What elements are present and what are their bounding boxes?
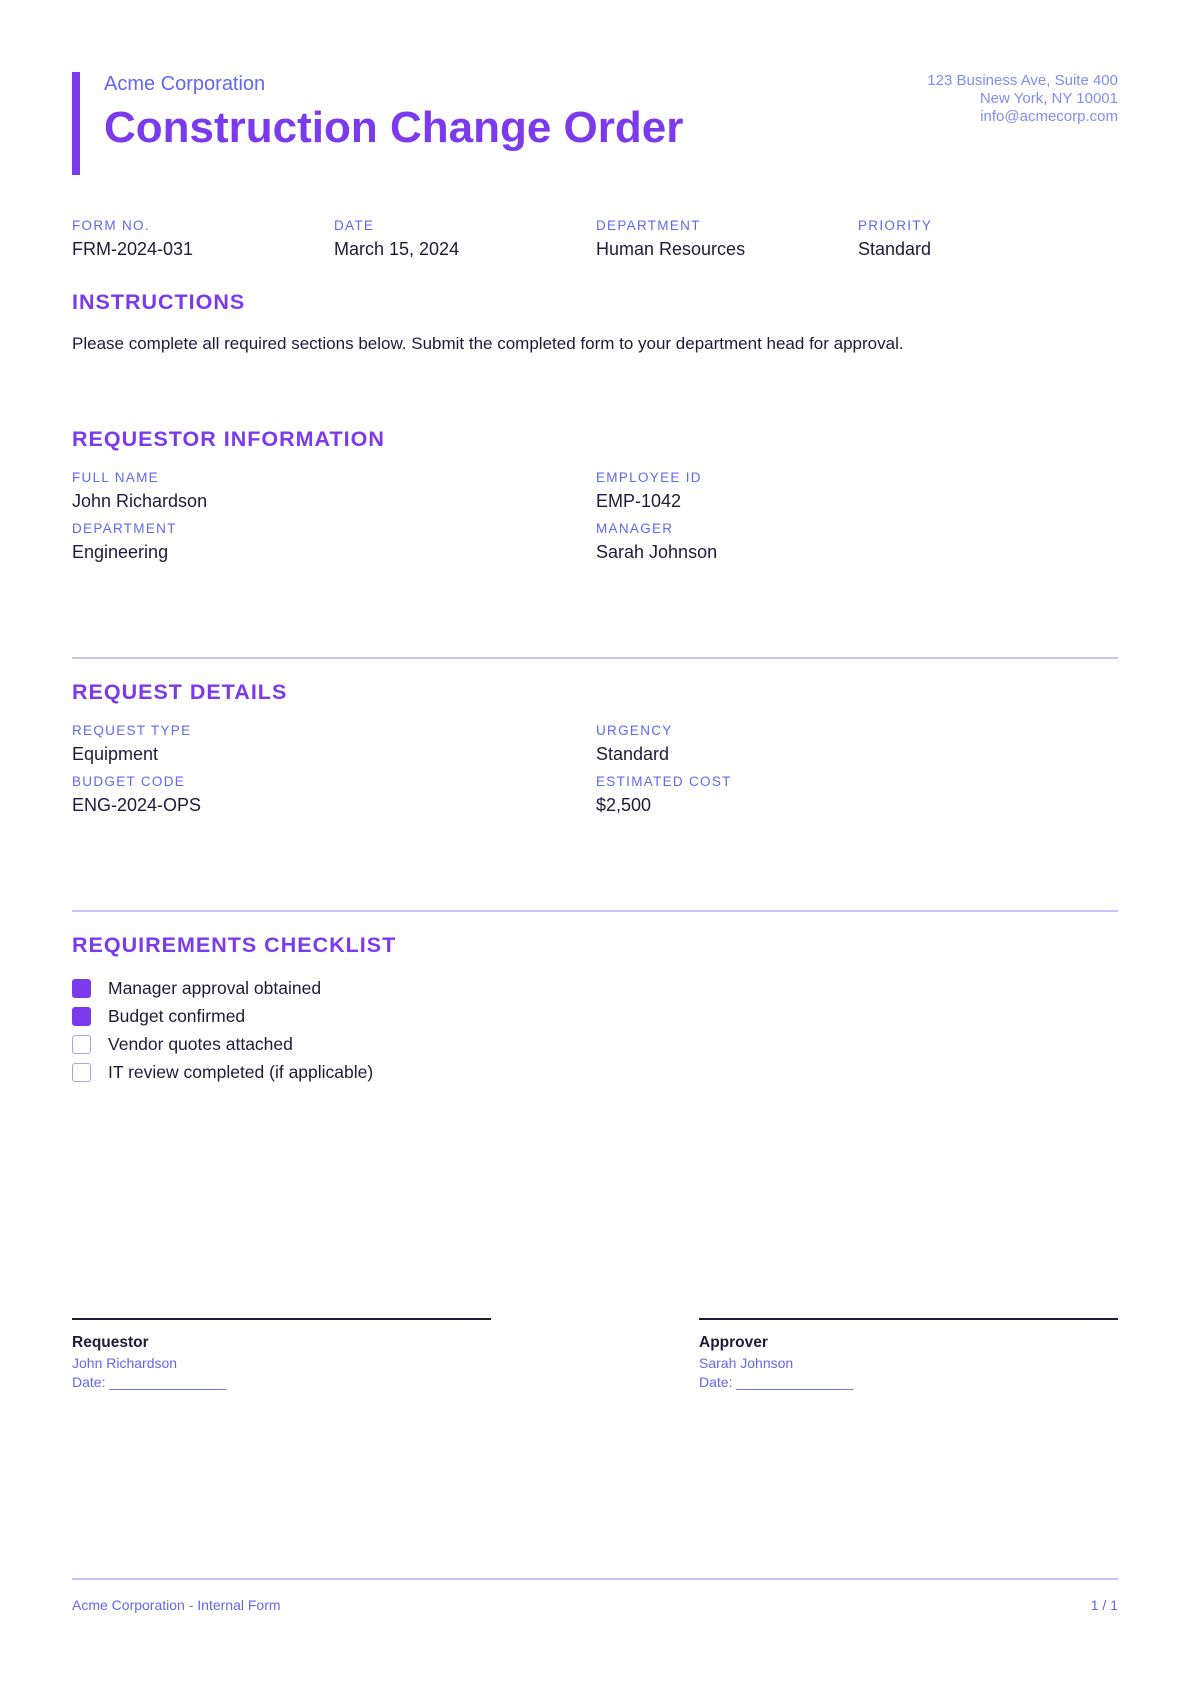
field-employee-id (596, 470, 702, 512)
signature-role: Requestor (72, 1334, 149, 1351)
field-value[interactable]: Standard (596, 744, 670, 764)
checklist-item[interactable] (72, 1058, 373, 1086)
checklist-item-label: IT review completed (if applicable) (108, 1061, 374, 1082)
signature-name: John Richardson (72, 1355, 178, 1371)
field-value[interactable]: $2,500 (596, 795, 652, 815)
field-label: FULL NAME (72, 470, 159, 485)
header-accent-bar (72, 72, 80, 175)
form-meta-row (72, 218, 1118, 262)
request-details-heading: REQUEST DETAILS (72, 680, 288, 704)
field-label: REQUEST TYPE (72, 723, 192, 738)
checkbox-unchecked[interactable] (72, 1035, 91, 1054)
meta-date (334, 218, 459, 260)
meta-value: Human Resources (596, 239, 746, 259)
company-contact (927, 72, 1118, 126)
field-label: MANAGER (596, 521, 674, 536)
checklist-item-label: Budget confirmed (108, 1005, 246, 1026)
field-manager (596, 521, 717, 563)
field-label: BUDGET CODE (72, 774, 186, 789)
instructions-text: Please complete all required sections below. Submit the completed form to your department head for approval. (72, 334, 904, 353)
checkbox-unchecked[interactable] (72, 1063, 91, 1082)
meta-value: March 15, 2024 (334, 239, 460, 259)
meta-label: PRIORITY (858, 218, 933, 233)
field-full-name (72, 470, 207, 512)
field-value[interactable]: Equipment (72, 744, 159, 764)
requestor-heading: REQUESTOR INFORMATION (72, 427, 385, 451)
checklist-heading: REQUIREMENTS CHECKLIST (72, 933, 397, 957)
field-value[interactable]: EMP-1042 (596, 491, 682, 511)
field-label: EMPLOYEE ID (596, 470, 702, 485)
field-value[interactable]: Engineering (72, 542, 169, 562)
meta-department (596, 218, 745, 260)
signature-date[interactable]: Date: _______________ (699, 1374, 854, 1390)
meta-form-no (72, 218, 193, 260)
footer-divider (72, 1578, 1118, 1580)
address-line-2: New York, NY 10001 (979, 90, 1118, 107)
checklist-item[interactable] (72, 1002, 373, 1030)
meta-label: FORM NO. (72, 218, 150, 233)
field-label: ESTIMATED COST (596, 774, 732, 789)
checklist-item[interactable] (72, 1030, 373, 1058)
meta-priority (858, 218, 932, 260)
checklist-item-label: Vendor quotes attached (108, 1033, 293, 1054)
checkbox-checked[interactable] (72, 979, 91, 998)
checklist-item-label: Manager approval obtained (108, 977, 322, 998)
field-department (72, 521, 177, 563)
signature-line[interactable] (72, 1318, 491, 1320)
meta-label: DATE (334, 218, 375, 233)
signature-line[interactable] (699, 1318, 1118, 1320)
signature-requestor (72, 1318, 491, 1392)
company-email: info@acmecorp.com (980, 108, 1118, 125)
company-name: Acme Corporation (104, 73, 266, 95)
meta-value: Standard (858, 239, 932, 259)
field-estimated-cost (596, 774, 732, 816)
field-value[interactable]: ENG-2024-OPS (72, 795, 202, 815)
checklist-item[interactable] (72, 974, 373, 1002)
address-line-1: 123 Business Ave, Suite 400 (927, 72, 1118, 89)
field-request-type (72, 723, 191, 765)
checkbox-checked[interactable] (72, 1007, 91, 1026)
signature-name: Sarah Johnson (699, 1355, 794, 1371)
instructions-heading: INSTRUCTIONS (72, 290, 246, 314)
footer-text: Acme Corporation - Internal Form (72, 1597, 281, 1613)
signature-role: Approver (699, 1334, 768, 1351)
field-label: DEPARTMENT (72, 521, 177, 536)
field-value[interactable]: Sarah Johnson (596, 542, 718, 562)
field-urgency (596, 723, 673, 765)
section-divider (72, 910, 1118, 912)
field-budget-code (72, 774, 201, 816)
meta-value: FRM-2024-031 (72, 239, 194, 259)
meta-label: DEPARTMENT (596, 218, 701, 233)
section-divider (72, 657, 1118, 659)
page-number: 1 / 1 (1090, 1597, 1118, 1613)
signature-date[interactable]: Date: _______________ (72, 1374, 227, 1390)
form-header (72, 72, 1118, 175)
page-title: Construction Change Order (104, 103, 684, 152)
requirements-checklist (72, 974, 373, 1086)
field-label: URGENCY (596, 723, 673, 738)
signature-approver (699, 1318, 1118, 1392)
field-value[interactable]: John Richardson (72, 491, 208, 511)
